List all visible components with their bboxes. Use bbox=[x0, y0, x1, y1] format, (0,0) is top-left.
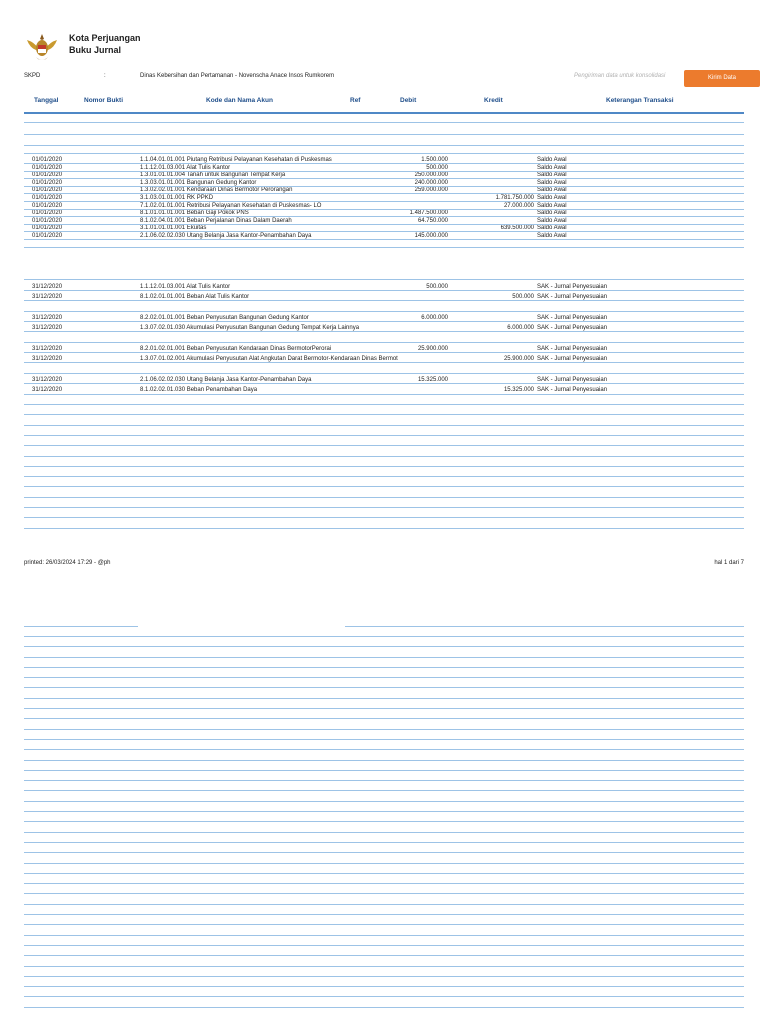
cell-tanggal: 01/01/2020 bbox=[32, 217, 63, 224]
cell-tanggal: 31/12/2020 bbox=[32, 356, 63, 362]
printed-info: printed: 26/03/2024 17:29 - @ph bbox=[24, 560, 111, 566]
page-divider bbox=[24, 996, 744, 997]
cell-tanggal: 01/01/2020 bbox=[32, 157, 63, 163]
page-divider bbox=[24, 780, 744, 781]
cell-debit: 1.487.500.000 bbox=[409, 210, 448, 217]
page-divider bbox=[24, 698, 744, 699]
row-divider bbox=[24, 383, 744, 384]
cell-akun: 7.1.02.01.01.001 Retribusi Pelayanan Kesehatan di Puskesmas- LO bbox=[140, 202, 322, 209]
cell-keterangan: Saldo Awal bbox=[537, 195, 567, 201]
cell-debit: 145.000.000 bbox=[414, 233, 448, 239]
cell-keterangan: SAK - Jurnal Penyesuaian bbox=[537, 377, 608, 383]
cell-akun: 8.1.02.01.01.001 Beban Alat Tulis Kantor bbox=[140, 294, 250, 300]
cell-akun: 1.1.12.01.03.001 Alat Tulis Kantor bbox=[140, 284, 231, 290]
row-divider bbox=[24, 373, 744, 374]
row-divider bbox=[24, 414, 744, 415]
table-header bbox=[24, 92, 744, 114]
cell-keterangan: SAK - Jurnal Penyesuaian bbox=[537, 356, 608, 362]
row-divider bbox=[24, 435, 744, 436]
cell-keterangan: Saldo Awal bbox=[537, 217, 567, 224]
row-divider bbox=[24, 290, 744, 291]
cell-debit: 240.000.000 bbox=[414, 179, 448, 186]
page-divider bbox=[24, 677, 744, 678]
cell-kredit: 1.781.750.000 bbox=[495, 195, 534, 201]
cell-akun: 8.1.02.04.01.001 Beban Perjalanan Dinas Dalam Daerah bbox=[140, 217, 292, 224]
cell-keterangan: Saldo Awal bbox=[537, 179, 567, 186]
cell-debit: 500.000 bbox=[426, 164, 448, 171]
col-ref: Ref bbox=[350, 97, 361, 104]
cell-keterangan: SAK - Jurnal Penyesuaian bbox=[537, 294, 608, 300]
cell-debit: 250.000.000 bbox=[414, 172, 448, 179]
skpd-row bbox=[24, 70, 744, 84]
page-divider bbox=[24, 790, 744, 791]
page-divider bbox=[24, 945, 744, 946]
cell-keterangan: Saldo Awal bbox=[537, 187, 567, 194]
page-divider bbox=[24, 883, 744, 884]
row-divider bbox=[24, 497, 744, 498]
cell-debit: 6.000.000 bbox=[421, 315, 448, 321]
col-debit: Debit bbox=[400, 97, 417, 104]
row-divider bbox=[24, 331, 744, 332]
page-divider bbox=[24, 687, 744, 688]
row-divider bbox=[24, 209, 744, 210]
page-divider bbox=[24, 976, 744, 977]
page-divider bbox=[24, 955, 744, 956]
page-divider bbox=[24, 667, 744, 668]
page-divider bbox=[24, 966, 744, 967]
page-divider bbox=[24, 636, 744, 637]
skpd-label: SKPD bbox=[24, 73, 41, 79]
garuda-emblem-icon bbox=[24, 30, 60, 66]
cell-tanggal: 31/12/2020 bbox=[32, 387, 63, 393]
row-divider bbox=[24, 231, 744, 232]
cell-tanggal: 01/01/2020 bbox=[32, 202, 63, 209]
page-divider bbox=[24, 863, 744, 864]
row-divider bbox=[24, 122, 744, 123]
cell-keterangan: Saldo Awal bbox=[537, 210, 567, 217]
row-divider bbox=[24, 178, 744, 179]
cell-tanggal: 01/01/2020 bbox=[32, 187, 63, 194]
col-keterangan: Keterangan Transaksi bbox=[606, 97, 674, 104]
cell-akun: 3.1.03.01.01.001 RK PPKD bbox=[140, 195, 214, 201]
cell-akun: 1.3.07.02.01.030 Akumulasi Penyusutan Bangunan Gedung Tempat Kerja Lainnya bbox=[140, 325, 360, 331]
cell-akun: 1.1.12.01.03.001 Alat Tulis Kantor bbox=[140, 164, 231, 171]
cell-akun: 1.3.07.01.02.001 Akumulasi Penyusutan Alat Angkutan Darat Bermotor-Kendaraan Dinas Bermot bbox=[140, 356, 398, 362]
cell-keterangan: SAK - Jurnal Penyesuaian bbox=[537, 284, 608, 290]
row-divider bbox=[24, 193, 744, 194]
cell-akun: 2.1.06.02.02.030 Utang Belanja Jasa Kantor-Penambahan Daya bbox=[140, 377, 312, 383]
page-divider bbox=[24, 657, 744, 658]
page-divider bbox=[24, 914, 744, 915]
cell-kredit: 25.900.000 bbox=[503, 356, 534, 362]
cell-akun: 8.2.02.01.01.001 Beban Penyusutan Bangunan Gedung Kantor bbox=[140, 315, 309, 321]
page-divider bbox=[24, 842, 744, 843]
cell-tanggal: 01/01/2020 bbox=[32, 225, 63, 232]
page-divider bbox=[24, 924, 744, 925]
row-divider bbox=[24, 507, 744, 508]
cell-tanggal: 31/12/2020 bbox=[32, 377, 63, 383]
cell-tanggal: 01/01/2020 bbox=[32, 172, 63, 179]
row-divider bbox=[24, 352, 744, 353]
cell-keterangan: Saldo Awal bbox=[537, 172, 567, 179]
cell-keterangan: Saldo Awal bbox=[537, 225, 567, 232]
cell-tanggal: 31/12/2020 bbox=[32, 294, 63, 300]
row-divider bbox=[24, 486, 744, 487]
page-divider bbox=[24, 811, 744, 812]
cell-tanggal: 01/01/2020 bbox=[32, 210, 63, 217]
cell-akun: 8.1.01.01.01.001 Beban Gaji Pokok PNS bbox=[140, 210, 249, 217]
page-divider bbox=[24, 749, 744, 750]
page-number: hal 1 dari 7 bbox=[714, 560, 744, 566]
send-data-button[interactable]: Kirim Data bbox=[684, 70, 760, 87]
row-divider bbox=[24, 279, 744, 280]
cell-kredit: 639.500.000 bbox=[500, 225, 534, 232]
cell-akun: 2.1.06.02.02.030 Utang Belanja Jasa Kantor-Penambahan Daya bbox=[140, 233, 312, 239]
row-divider bbox=[24, 186, 744, 187]
col-tanggal: Tanggal bbox=[34, 97, 59, 104]
cell-tanggal: 01/01/2020 bbox=[32, 195, 63, 201]
page-divider bbox=[24, 1007, 744, 1008]
row-divider bbox=[24, 425, 744, 426]
row-divider bbox=[24, 311, 744, 312]
page-divider bbox=[24, 801, 744, 802]
cell-debit: 25.900.000 bbox=[417, 346, 448, 352]
page-divider bbox=[24, 852, 744, 853]
cell-keterangan: SAK - Jurnal Penyesuaian bbox=[537, 387, 608, 393]
cell-keterangan: SAK - Jurnal Penyesuaian bbox=[537, 315, 608, 321]
row-divider bbox=[24, 404, 744, 405]
row-divider bbox=[24, 456, 744, 457]
cell-kredit: 15.325.000 bbox=[503, 387, 534, 393]
page-divider bbox=[24, 832, 744, 833]
row-divider bbox=[24, 321, 744, 322]
row-divider bbox=[24, 300, 744, 301]
cell-tanggal: 31/12/2020 bbox=[32, 346, 63, 352]
row-divider bbox=[24, 528, 744, 529]
org-name: Kota Perjuangan bbox=[69, 33, 141, 43]
skpd-value: Dinas Kebersihan dan Pertamanan - Novenscha Anace Insos Rumkorem bbox=[140, 73, 335, 79]
page-divider bbox=[24, 708, 744, 709]
cell-keterangan: Saldo Awal bbox=[537, 157, 567, 163]
cell-debit: 259.000.000 bbox=[414, 187, 448, 194]
cell-tanggal: 01/01/2020 bbox=[32, 233, 63, 239]
cell-debit: 15.325.000 bbox=[417, 377, 448, 383]
cell-keterangan: SAK - Jurnal Penyesuaian bbox=[537, 346, 608, 352]
cell-keterangan: Saldo Awal bbox=[537, 164, 567, 171]
cell-tanggal: 01/01/2020 bbox=[32, 164, 63, 171]
cell-keterangan: Saldo Awal bbox=[537, 233, 567, 239]
cell-keterangan: Saldo Awal bbox=[537, 202, 567, 209]
row-divider bbox=[24, 476, 744, 477]
cell-akun: 8.2.01.02.01.001 Beban Penyusutan Kendaraan Dinas BermotorPerorai bbox=[140, 346, 332, 352]
cell-akun: 1.3.01.01.01.004 Tanah untuk Bangunan Tempat Kerja bbox=[140, 172, 286, 179]
page-divider bbox=[24, 646, 744, 647]
row-divider bbox=[24, 224, 744, 225]
cell-kredit: 6.000.000 bbox=[507, 325, 534, 331]
row-divider bbox=[24, 362, 744, 363]
row-divider bbox=[24, 342, 744, 343]
page-divider bbox=[24, 770, 744, 771]
cell-tanggal: 01/01/2020 bbox=[32, 179, 63, 186]
row-divider bbox=[24, 171, 744, 172]
page-divider bbox=[24, 739, 744, 740]
row-divider bbox=[24, 201, 744, 202]
row-divider bbox=[24, 163, 744, 164]
page-divider bbox=[24, 935, 744, 936]
cell-akun: 8.1.02.02.01.030 Beban Penambahan Daya bbox=[140, 387, 258, 393]
page-divider bbox=[345, 626, 744, 627]
cell-debit: 64.750.000 bbox=[417, 217, 448, 224]
row-divider bbox=[24, 445, 744, 446]
doc-name: Buku Jurnal bbox=[69, 45, 122, 55]
consolidation-note: Pengiriman data untuk konsolidasi bbox=[574, 73, 666, 79]
cell-tanggal: 31/12/2020 bbox=[32, 315, 63, 321]
row-divider bbox=[24, 517, 744, 518]
page-divider bbox=[24, 821, 744, 822]
row-divider bbox=[24, 134, 744, 135]
cell-tanggal: 31/12/2020 bbox=[32, 284, 63, 290]
row-divider bbox=[24, 216, 744, 217]
cell-debit: 500.000 bbox=[426, 284, 448, 290]
cell-akun: 1.1.04.01.01.001 Piutang Retribusi Pelayanan Kesehatan di Puskesmas bbox=[140, 157, 332, 163]
skpd-separator: : bbox=[104, 73, 106, 79]
page-divider bbox=[24, 760, 744, 761]
page-divider bbox=[24, 718, 744, 719]
row-divider bbox=[24, 145, 744, 146]
cell-akun: 1.3.03.01.01.001 Bangunan Gedung Kantor bbox=[140, 179, 257, 186]
cell-akun: 3.1.01.01.01.001 Ekuitas bbox=[140, 225, 207, 232]
row-divider bbox=[24, 466, 744, 467]
cell-kredit: 27.000.000 bbox=[503, 202, 534, 209]
page-divider bbox=[24, 626, 138, 627]
row-divider bbox=[24, 247, 744, 248]
cell-debit: 1.500.000 bbox=[421, 157, 448, 163]
cell-akun: 1.3.02.02.01.001 Kendaraan Dinas Bermotor Perorangan bbox=[140, 187, 293, 194]
cell-kredit: 500.000 bbox=[512, 294, 534, 300]
row-divider bbox=[24, 153, 744, 154]
cell-keterangan: SAK - Jurnal Penyesuaian bbox=[537, 325, 608, 331]
col-kredit: Kredit bbox=[484, 97, 503, 104]
page-divider bbox=[24, 873, 744, 874]
report-title bbox=[69, 32, 141, 56]
page-divider bbox=[24, 729, 744, 730]
row-divider bbox=[24, 394, 744, 395]
col-kode-akun: Kode dan Nama Akun bbox=[206, 97, 273, 104]
col-nomor-bukti: Nomor Bukti bbox=[84, 97, 123, 104]
page-divider bbox=[24, 904, 744, 905]
page-divider bbox=[24, 986, 744, 987]
cell-tanggal: 31/12/2020 bbox=[32, 325, 63, 331]
page-divider bbox=[24, 893, 744, 894]
row-divider bbox=[24, 239, 744, 240]
